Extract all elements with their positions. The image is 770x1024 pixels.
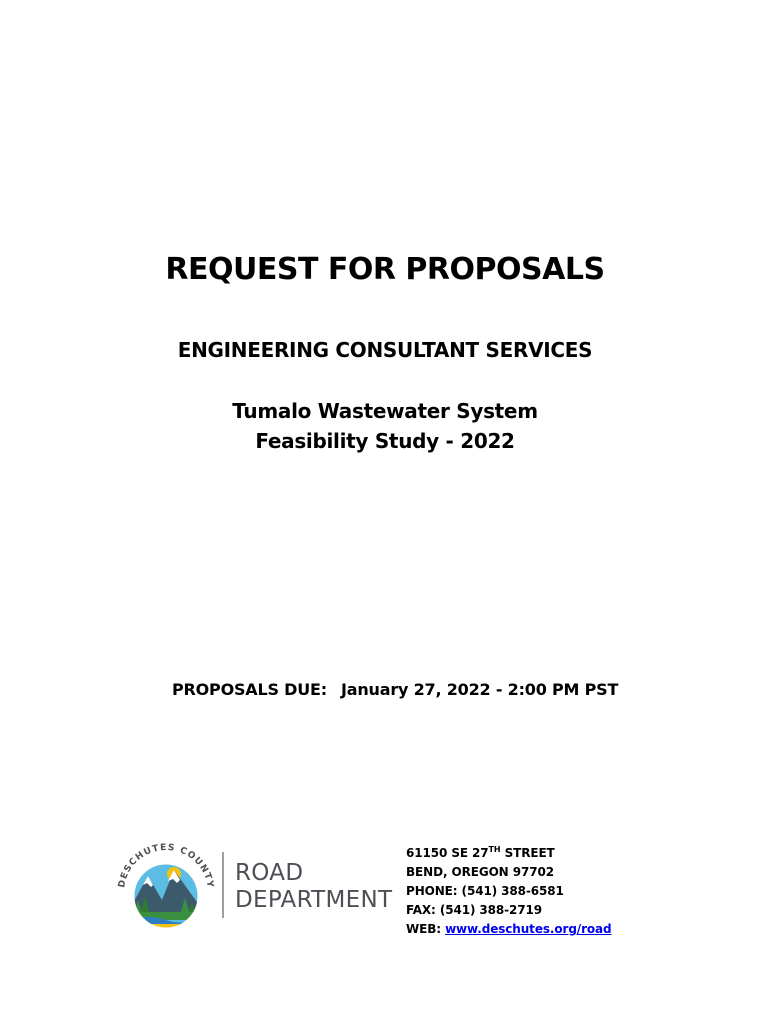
page-title: REQUEST FOR PROPOSALS bbox=[165, 252, 605, 287]
website-link[interactable]: www.deschutes.org/road bbox=[445, 922, 612, 936]
document-subtitle: ENGINEERING CONSULTANT SERVICES bbox=[177, 338, 593, 362]
web-label: WEB: bbox=[406, 922, 446, 936]
wordmark-line-1: ROAD bbox=[235, 860, 304, 886]
phone-line: PHONE: (541) 388-6581 bbox=[406, 884, 564, 898]
web-line bbox=[406, 920, 612, 939]
city-line: BEND, OREGON 97702 bbox=[406, 865, 554, 879]
street-address: 61150 SE 27TH STREET bbox=[406, 845, 555, 860]
deschutes-county-emblem-icon bbox=[110, 830, 222, 936]
ring-text: DESCHUTES COUNTY bbox=[117, 842, 215, 890]
wordmark-line-2: DEPARTMENT bbox=[235, 887, 393, 913]
due-date: January 27, 2022 - 2:00 PM PST bbox=[340, 680, 619, 699]
project-title-line-1: Tumalo Wastewater System bbox=[232, 399, 538, 423]
project-title bbox=[0, 396, 770, 456]
contact-address bbox=[406, 844, 612, 939]
fax-line: FAX: (541) 388-2719 bbox=[406, 903, 543, 917]
due-label: PROPOSALS DUE: bbox=[172, 680, 327, 699]
project-title-line-2: Feasibility Study - 2022 bbox=[255, 429, 515, 453]
road-department-logo bbox=[110, 830, 400, 936]
proposals-due bbox=[172, 680, 618, 699]
road-department-wordmark bbox=[235, 860, 392, 914]
logo-divider bbox=[222, 852, 224, 918]
